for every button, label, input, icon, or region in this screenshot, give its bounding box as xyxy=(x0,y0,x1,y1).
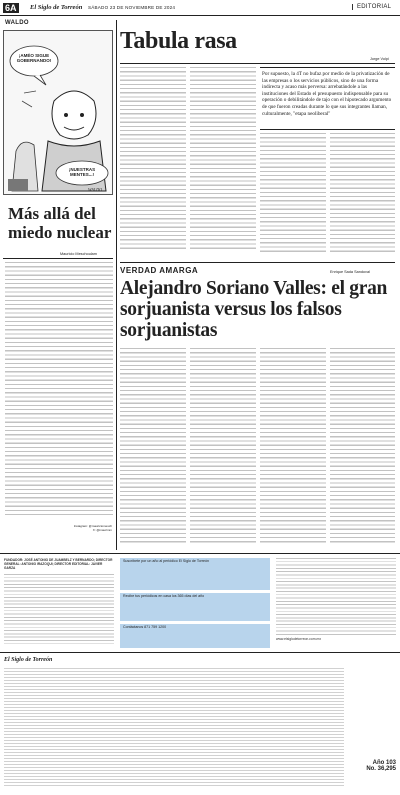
divider xyxy=(3,258,113,259)
footer-staff-left xyxy=(4,558,114,648)
article2-signoff: Instagram: @mauriciomesch X: @maurimm xyxy=(73,524,112,532)
page-date: SÁBADO 23 DE NOVIEMBRE DE 2024 xyxy=(88,5,176,10)
editorial-cartoon xyxy=(3,20,113,195)
footer-staff-text: FUNDADOR: JOSÉ ANTONIO DE JUAMBELZ Y BERNARDO; DIRECTOR GENERAL: ANTONIO IRAZOQUI; DIRECTOR EDITORIAL: JAVIER GARZA xyxy=(4,558,113,571)
article-body-col-3 xyxy=(260,133,326,257)
column-body-col-1 xyxy=(120,348,186,548)
divider xyxy=(120,63,395,64)
ad-box-3[interactable] xyxy=(120,624,270,648)
footer-website[interactable]: www.elsiglodetorreon.com.mx xyxy=(276,637,322,641)
masthead: El Siglo de Torreón xyxy=(30,4,83,11)
column-body-col-4 xyxy=(330,348,395,548)
article-author: Jorge Volpi xyxy=(370,57,389,61)
column-name: VERDAD AMARGA xyxy=(120,266,199,275)
cartoon-speech-bottom: ¡NUESTRAS MENTES...! xyxy=(68,167,96,177)
column-divider xyxy=(116,20,117,550)
footer-legal xyxy=(4,668,344,788)
article-title: Tabula rasa xyxy=(120,28,237,54)
cartoon-signature: WALDO xyxy=(88,187,103,192)
divider xyxy=(120,262,395,263)
article2-body xyxy=(5,262,113,522)
cartoon-speech-top: ¡AMÉO SIGUE GOBERNANDO! xyxy=(16,53,52,63)
footer-staff-right xyxy=(276,558,396,648)
column-body-col-2 xyxy=(190,348,256,548)
section-name: EDITORIAL xyxy=(352,4,391,10)
pullquote-text: Por supuesto, la 4T no bufaz por medio de la privatización de las empresas o los servicios públicos, sino de una forma indirecta y acaso más perversa: arrebatándole a las instituciones del Estado el presupuesto indispensable para su operación o debilitándole de tajo con el hipotecado argumento de que fueron creadas durante lo que sus integrantes llaman, culturalmente, "etapa neoliberal" xyxy=(262,71,392,117)
edition-year: Año 103 xyxy=(372,760,396,766)
ad-text-1: Suscríbete por un año al periódico El Siglo de Torreón xyxy=(123,559,210,563)
article-body-col-4 xyxy=(330,133,395,257)
divider xyxy=(0,553,400,554)
cartoon-panel xyxy=(3,30,113,195)
pullquote xyxy=(260,67,395,130)
divider xyxy=(0,652,400,653)
column-title: Alejandro Soriano Valles: el gran sorjuanista versus los falsos sorjuanistas xyxy=(120,278,388,341)
ad-text-2: Recibe tus periódicos en casa los 365 días del año xyxy=(123,594,205,598)
article-body-col-2 xyxy=(190,67,256,257)
page-number: 6A xyxy=(5,3,17,13)
ad-box-2[interactable] xyxy=(120,593,270,621)
article-body-col-1 xyxy=(120,67,186,257)
cartoon-label: WALDO xyxy=(5,20,29,26)
edition-info xyxy=(350,760,396,788)
article2-title: Más allá del miedo nuclear xyxy=(8,204,112,242)
ad-box-1[interactable] xyxy=(120,558,270,590)
footer-masthead: El Siglo de Torreón xyxy=(4,657,53,663)
column-body-col-3 xyxy=(260,348,326,548)
page-header xyxy=(0,0,400,16)
column-author: Enrique Sada Sandoval xyxy=(330,270,370,274)
article2-author: Mauricio Meschoulam xyxy=(60,252,97,256)
edition-number: No. 36,295 xyxy=(366,766,396,772)
ad-text-3: Contáctanos 871 759 1200 xyxy=(123,625,167,629)
